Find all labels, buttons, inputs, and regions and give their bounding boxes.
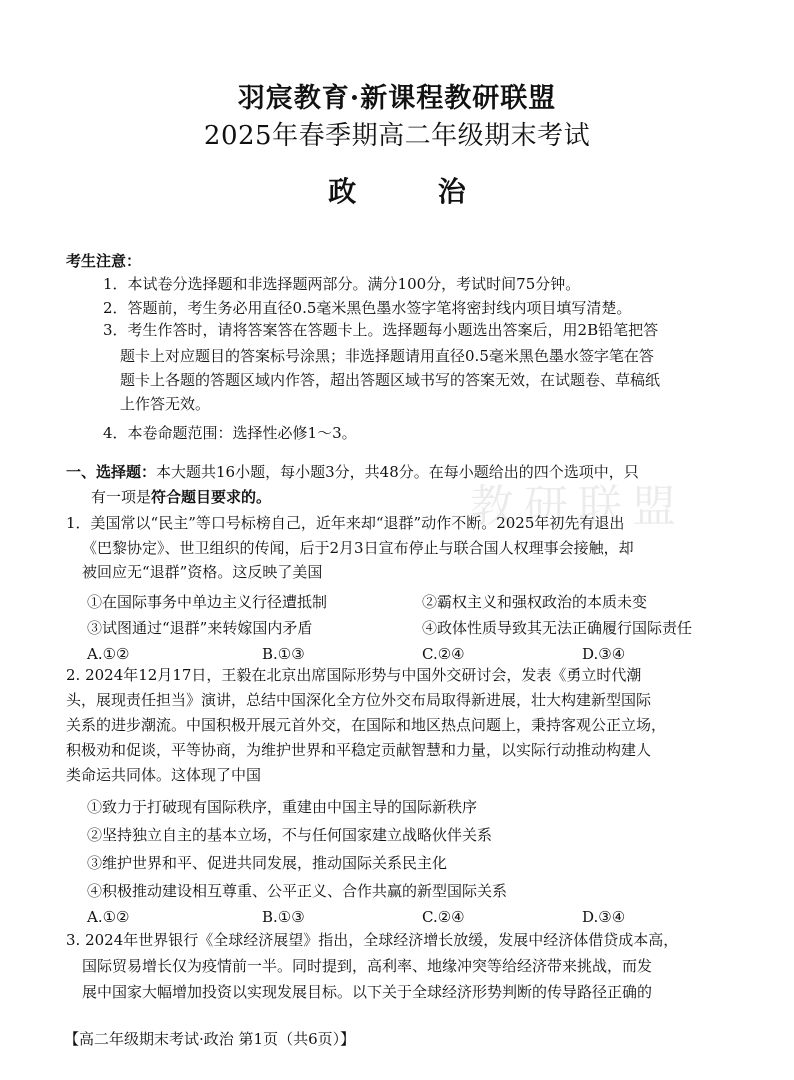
notice-item-2: 2．答题前，考生务必用直径0.5毫米黑色墨水签字笔将密封线内项目填写清楚。 (103, 299, 632, 317)
q1-stem-line-3: 被回应无“退群”资格。这反映了美国 (82, 563, 323, 581)
section-1-line-2-plain: 有一项是 (91, 488, 152, 506)
section-1-heading-bold: 一、选择题： (66, 463, 157, 481)
exam-organizer-title: 羽宸教育·新课程教研联盟 (237, 83, 557, 114)
q3-stem-line-2: 国际贸易增长仅为疫情前一半。同时提到，高利率、地缘冲突等给经济带来挑战，而发 (82, 957, 653, 975)
subject-char-1: 政 (328, 175, 357, 208)
q2-stem-line-2: 头，展现责任担当》演讲，总结中国深化全方位外交布局取得新进展，壮大构建新型国际 (66, 691, 652, 709)
watermark: 教研联盟 (470, 481, 686, 532)
q1-option-1: ①在国际事务中单边主义行径遭抵制 (87, 593, 328, 611)
notice-item-3-line-2: 题卡上对应题目的答案标号涂黑；非选择题请用直径0.5毫米黑色墨水签字笔在答 (120, 347, 654, 365)
exam-title: 2025年春季期高二年级期末考试 (203, 121, 591, 151)
q3-stem-line-1: 3. 2024年世界银行《全球经济展望》指出，全球经济增长放缓，发展中经济体借贷成本高， (66, 931, 679, 949)
section-1-heading (66, 461, 639, 483)
subject-char-2: 治 (437, 175, 466, 208)
q2-choice-b: B.①③ (262, 908, 305, 926)
q1-choice-d: D.③④ (582, 645, 626, 663)
q2-stem-line-4: 积极劝和促谈，平等协商，为维护世界和平稳定贡献智慧和力量，以实际行动推动构建人 (66, 741, 652, 759)
q3-stem-line-3: 展中国家大幅增加投资以实现发展目标。以下关于全球经济形势判断的传导路径正确的 (82, 983, 653, 1001)
q1-option-4: ④政体性质导致其无法正确履行国际责任 (422, 619, 693, 637)
section-1-heading-line-2 (91, 486, 271, 508)
q2-option-2: ②坚持独立自主的基本立场，不与任何国家建立战略伙伴关系 (87, 826, 493, 844)
notice-heading: 考生注意： (66, 252, 142, 270)
q2-choice-d: D.③④ (582, 908, 626, 926)
q2-choice-c: C.②④ (422, 908, 465, 926)
q1-option-2: ②霸权主义和强权政治的本质未变 (422, 593, 648, 611)
notice-item-1: 1．本试卷分选择题和非选择题两部分。满分100分，考试时间75分钟。 (103, 275, 581, 293)
q1-choice-a: A.①② (87, 645, 130, 663)
section-1-line-2-bold: 符合题目要求的。 (151, 488, 272, 506)
notice-item-3-line-3: 题卡上各题的答题区域内作答，超出答题区域书写的答案无效，在试题卷、草稿纸 (120, 371, 661, 389)
page-footer: 【高二年级期末考试·政治 第1页（共6页）】 (64, 1030, 356, 1048)
notice-item-3-line-4: 上作答无效。 (120, 395, 211, 413)
q1-stem-line-2: 《巴黎协定》、世卫组织的传闻，后于2月3日宣布停止与联合国人权理事会接触，却 (82, 539, 634, 557)
q1-choice-c: C.②④ (422, 645, 465, 663)
q2-option-4: ④积极推动建设相互尊重、公平正义、合作共赢的新型国际关系 (87, 882, 508, 900)
subject-title (0, 170, 794, 210)
q2-stem-line-5: 类命运共同体。这体现了中国 (66, 766, 262, 784)
q2-option-3: ③维护世界和平、促进共同发展，推动国际关系民主化 (87, 854, 448, 872)
section-1-heading-rest: 本大题共16小题，每小题3分，共48分。在每小题给出的四个选项中，只 (156, 463, 639, 481)
q1-stem-line-1: 1．美国常以“民主”等口号标榜自己，近年来却“退群”动作不断。2025年初先有退出 (66, 514, 625, 532)
q1-choice-b: B.①③ (262, 645, 305, 663)
q2-choice-a: A.①② (87, 908, 130, 926)
q2-stem-line-3: 关系的进步潮流。中国积极开展元首外交，在国际和地区热点问题上，秉持客观公正立场， (66, 716, 667, 734)
q1-option-3: ③试图通过“退群”来转嫁国内矛盾 (87, 619, 313, 637)
notice-item-3-line-1: 3．考生作答时，请将答案答在答题卡上。选择题每小题选出答案后，用2B铅笔把答 (103, 321, 659, 339)
q2-option-1: ①致力于打破现有国际秩序，重建由中国主导的国际新秩序 (87, 798, 478, 816)
notice-item-4: 4．本卷命题范围：选择性必修1～3。 (103, 424, 357, 442)
q2-stem-line-1: 2. 2024年12月17日，王毅在北京出席国际形势与中国外交研讨会，发表《勇立时代潮 (66, 666, 642, 684)
